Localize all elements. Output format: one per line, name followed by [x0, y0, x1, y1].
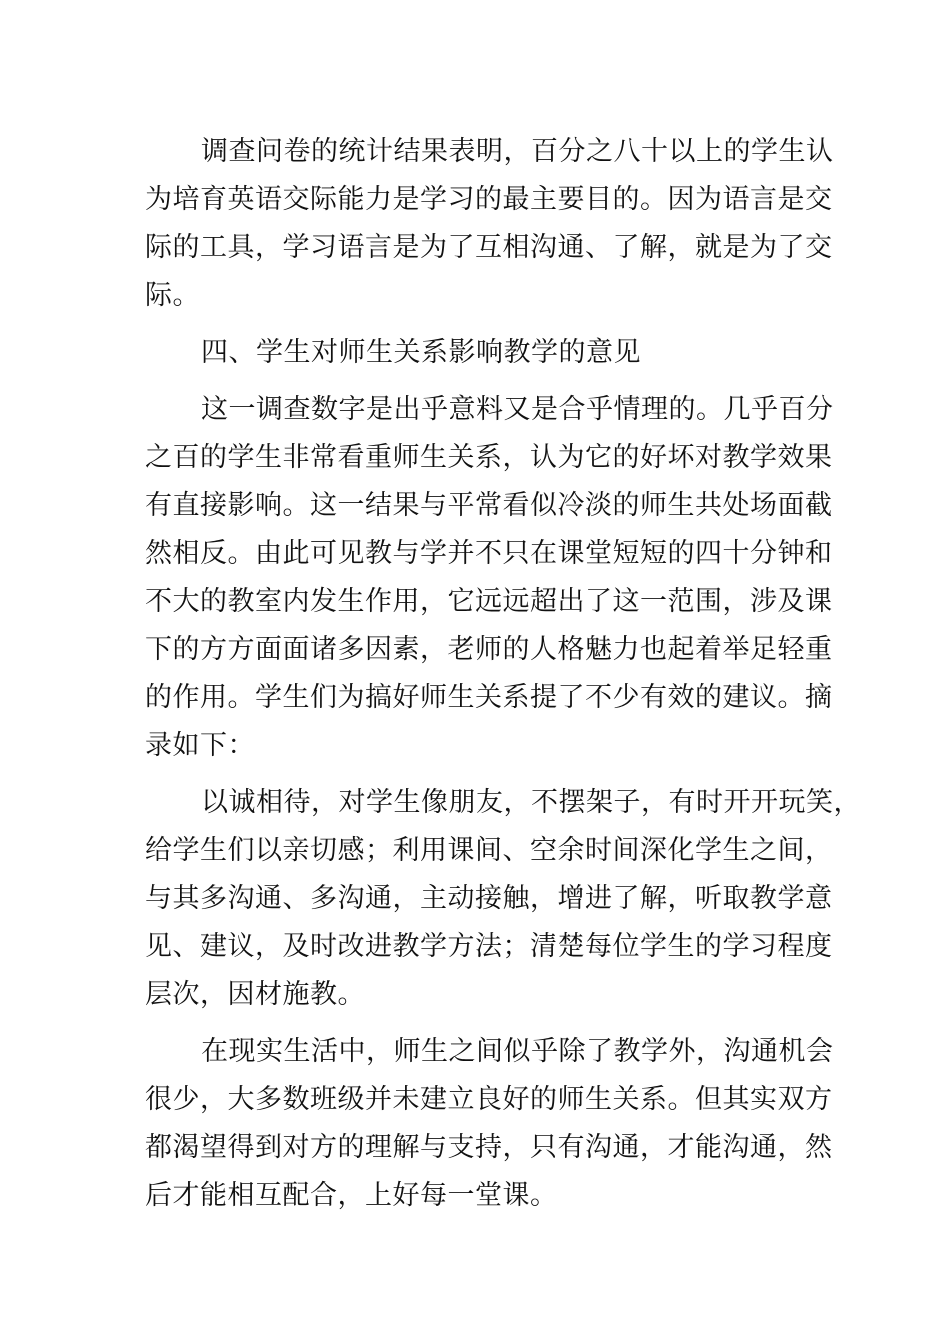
text-line: 给学生们以亲切感；利用课间、空余时间深化学生之间， — [145, 835, 833, 866]
text-line: 都渴望得到对方的理解与支持，只有沟通，才能沟通，然 — [145, 1132, 833, 1163]
paragraph-conclusion — [145, 1028, 834, 1220]
text-line: 际。 — [145, 280, 200, 311]
paragraph-suggestions — [145, 779, 861, 1019]
text-line: 录如下： — [145, 730, 255, 761]
text-line: 际的工具，学习语言是为了互相沟通、了解，就是为了交 — [145, 232, 833, 263]
text-line: 然相反。由此可见教与学并不只在课堂短短的四十分钟和 — [145, 538, 833, 569]
text-line: 与其多沟通、多沟通，主动接触，增进了解，听取教学意 — [145, 883, 833, 914]
text-line: 下的方方面面诸多因素，老师的人格魅力也起着举足轻重 — [145, 634, 833, 665]
text-line: 的作用。学生们为搞好师生关系提了不少有效的建议。摘 — [145, 682, 833, 713]
paragraph-survey-result — [145, 128, 834, 320]
text-line: 以诚相待，对学生像朋友，不摆架子，有时开开玩笑， — [201, 787, 861, 818]
text-line: 层次，因材施教。 — [145, 979, 365, 1010]
section-heading-text: 四、学生对师生关系影响教学的意见 — [201, 337, 641, 368]
text-line: 不大的教室内发生作用，它远远超出了这一范围，涉及课 — [145, 586, 833, 617]
text-line: 之百的学生非常看重师生关系，认为它的好坏对教学效果 — [145, 442, 833, 473]
text-line: 很少，大多数班级并未建立良好的师生关系。但其实双方 — [145, 1084, 833, 1115]
text-line: 这一调查数字是出乎意料又是合乎情理的。几乎百分 — [201, 394, 834, 425]
text-line: 见、建议，及时改进教学方法；清楚每位学生的学习程度 — [145, 931, 833, 962]
text-line: 为培育英语交际能力是学习的最主要目的。因为语言是交 — [145, 184, 833, 215]
paragraph-relationship — [145, 386, 834, 770]
text-line: 后才能相互配合，上好每一堂课。 — [145, 1180, 558, 1211]
text-line: 在现实生活中，师生之间似乎除了教学外，沟通机会 — [201, 1036, 834, 1067]
text-line: 调查问卷的统计结果表明，百分之八十以上的学生认 — [201, 136, 834, 167]
section-heading — [145, 329, 825, 377]
text-line: 有直接影响。这一结果与平常看似冷淡的师生共处场面截 — [145, 490, 833, 521]
document-body — [145, 128, 861, 1220]
